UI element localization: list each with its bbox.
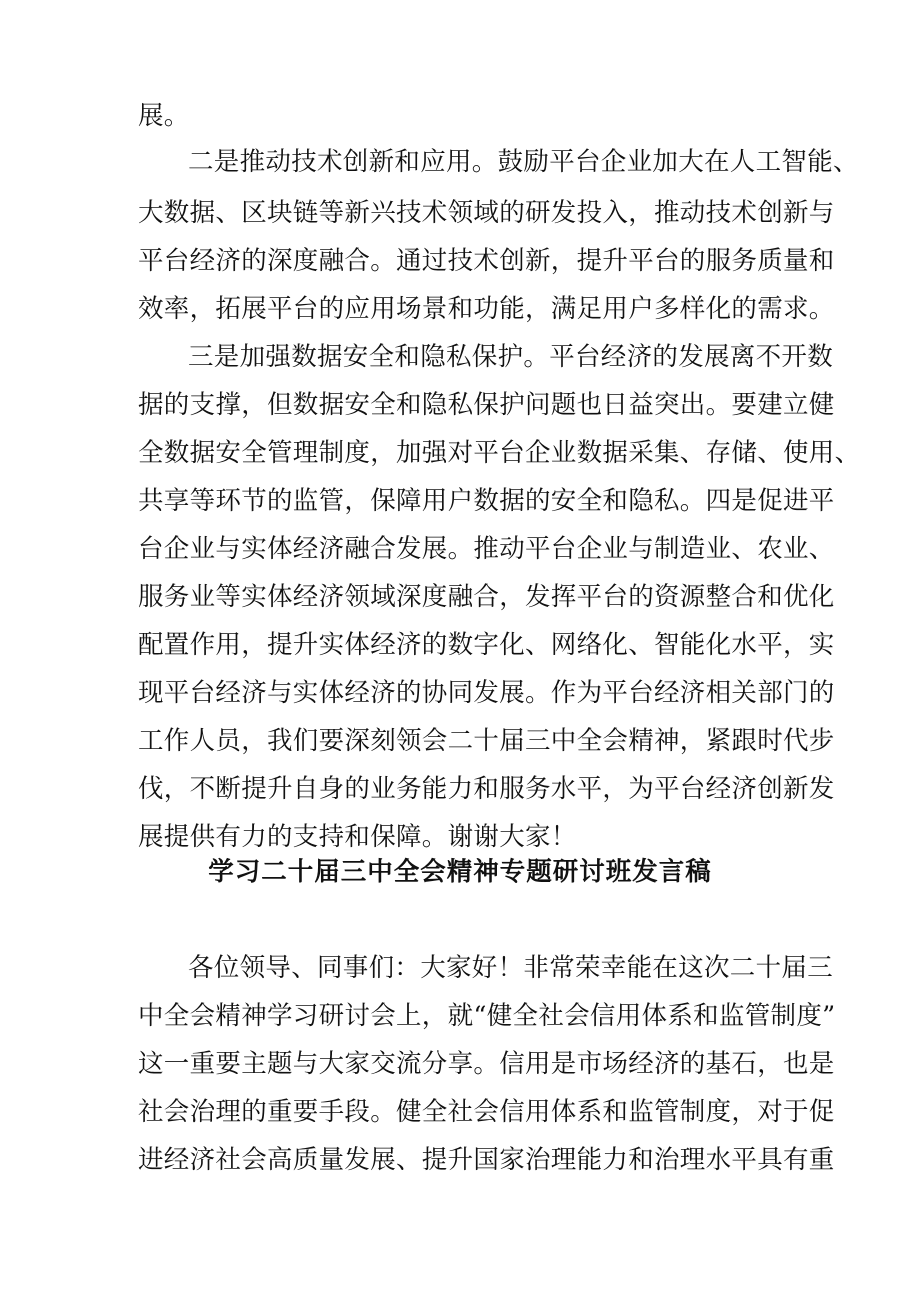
text-line: 展提供有力的支持和保障。谢谢大家！: [138, 822, 577, 852]
text-line: 效率，拓展平台的应用场景和功能，满足用户多样化的需求。: [138, 294, 835, 324]
text-line: 配置作用，提升实体经济的数字化、网络化、智能化水平，实: [138, 630, 835, 660]
text-line: 全数据安全管理制度，加强对平台企业数据采集、存储、使用、: [138, 438, 861, 468]
text-line: 台企业与实体经济融合发展。推动平台企业与制造业、农业、: [138, 534, 835, 564]
text-line: 进经济社会高质量发展、提升国家治理能力和治理水平具有重: [138, 1145, 835, 1175]
text-line: 中全会精神学习研讨会上，就“健全社会信用体系和监管制度”: [138, 1001, 836, 1031]
text-line: 共享等环节的监管，保障用户数据的安全和隐私。四是促进平: [138, 486, 835, 516]
text-line: 平台经济的深度融合。通过技术创新，提升平台的服务质量和: [138, 246, 835, 276]
text-line: 三是加强数据安全和隐私保护。平台经济的发展离不开数: [188, 342, 834, 372]
text-line: 伐，不断提升自身的业务能力和服务水平，为平台经济创新发: [138, 774, 835, 804]
text-line: 这一重要主题与大家交流分享。信用是市场经济的基石，也是: [138, 1049, 835, 1079]
text-line: 各位领导、同事们：大家好！非常荣幸能在这次二十届三: [188, 953, 834, 983]
text-line: 工作人员，我们要深刻领会二十届三中全会精神，紧跟时代步: [138, 726, 835, 756]
text-line: 大数据、区块链等新兴技术领域的研发投入，推动技术创新与: [138, 198, 835, 228]
text-line: 社会治理的重要手段。健全社会信用体系和监管制度，对于促: [138, 1097, 835, 1127]
text-line: 据的支撑，但数据安全和隐私保护问题也日益突出。要建立健: [138, 390, 835, 420]
speech-title: 学习二十届三中全会精神专题研讨班发言稿: [208, 857, 712, 887]
text-line: 服务业等实体经济领域深度融合，发挥平台的资源整合和优化: [138, 582, 835, 612]
text-line: 现平台经济与实体经济的协同发展。作为平台经济相关部门的: [138, 678, 835, 708]
text-line: 二是推动技术创新和应用。鼓励平台企业加大在人工智能、: [188, 147, 859, 177]
text-line: 展。: [138, 101, 190, 131]
